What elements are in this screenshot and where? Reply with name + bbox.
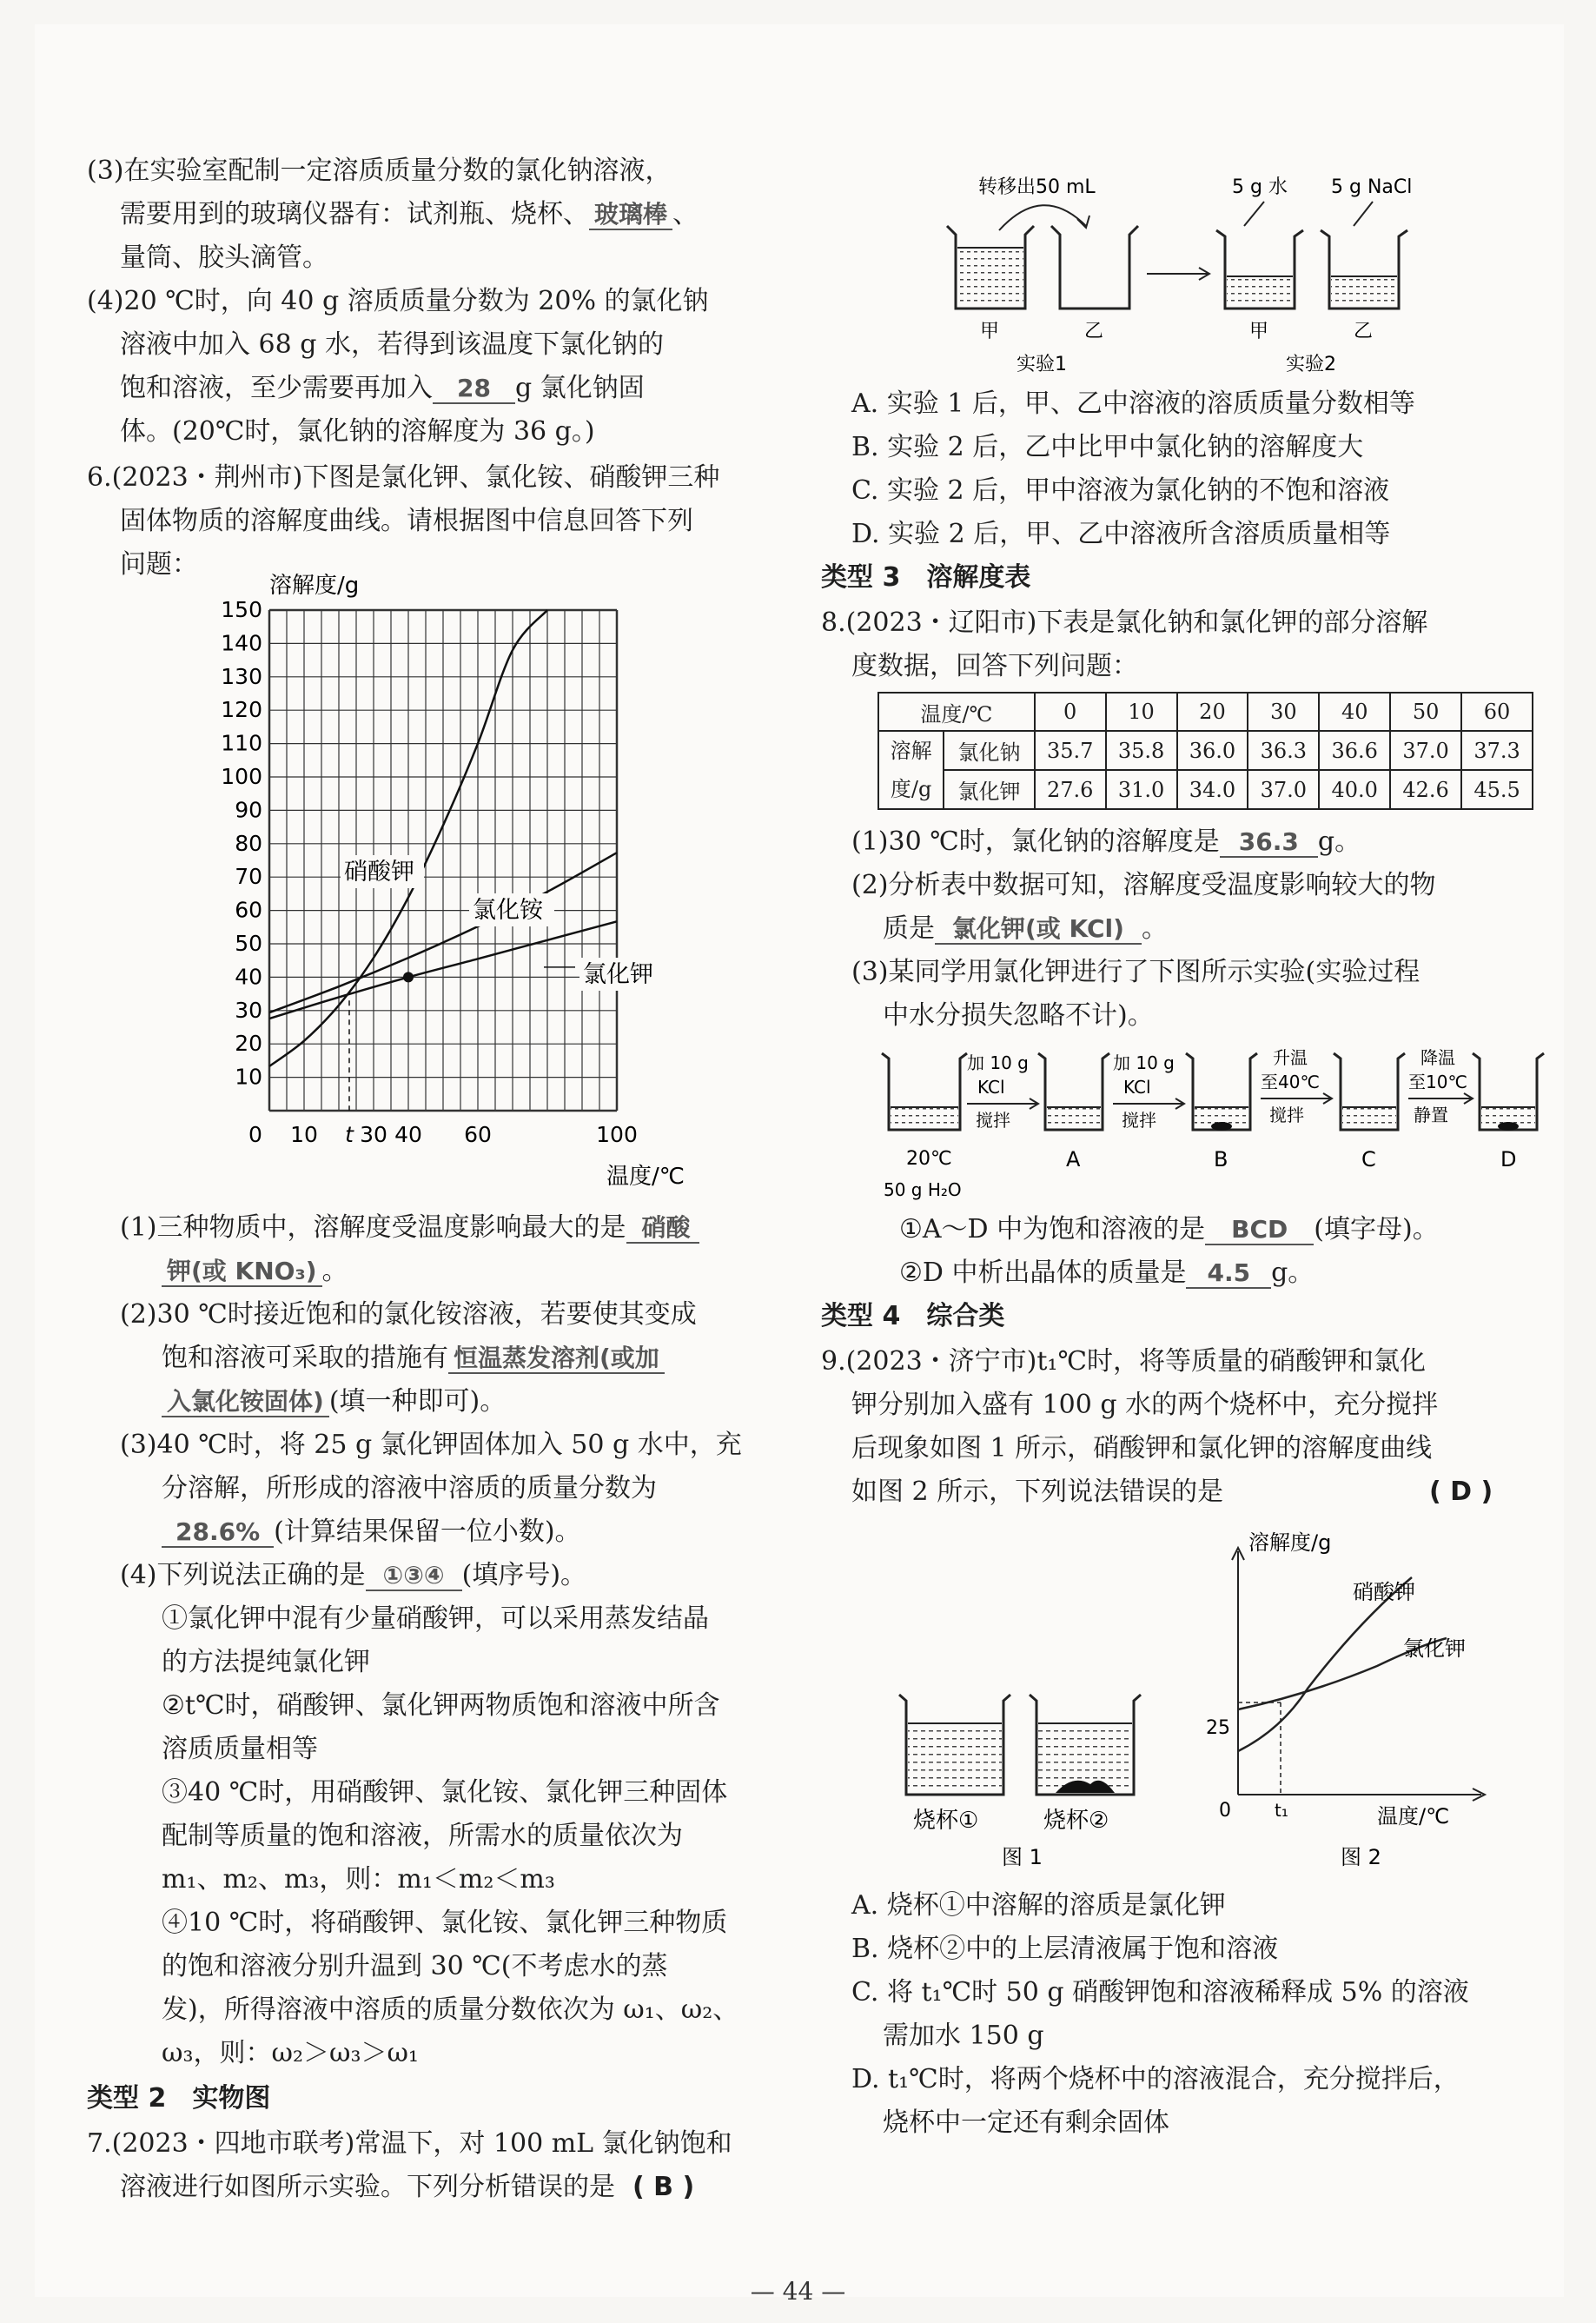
table-cell: 27.6 xyxy=(1035,770,1106,809)
y-tick-label: 20 xyxy=(235,1031,262,1057)
chart-xlabel: 温度/℃ xyxy=(606,1164,685,1190)
q6-p4-line1: (4)下列说法正确的是 ①③④ (填序号)。 xyxy=(120,1560,587,1590)
q6-option2-line1: ②t℃时，硝酸钾、氯化钾两物质饱和溶液中所含 xyxy=(162,1690,720,1721)
q8-p3-line1: (3)某同学用氯化钾进行了下图所示实验(实验过程 xyxy=(851,957,1421,987)
label-jia: 甲 xyxy=(980,321,1000,342)
fig2-origin: 0 xyxy=(1219,1800,1231,1822)
table-cell: 0 xyxy=(1035,693,1106,731)
table-row-label: 氯化钾 xyxy=(944,770,1034,809)
answer-blank: 36.3 xyxy=(1220,827,1318,858)
q6-option4-line2: 的饱和溶液分别升温到 30 ℃(不考虑水的蒸 xyxy=(162,1951,668,1981)
q9-option-b: B. 烧杯②中的上层清液属于饱和溶液 xyxy=(851,1934,1279,1964)
solubility-table xyxy=(877,692,1533,810)
table-cell: 50 xyxy=(1390,693,1461,731)
q6-p3-line1: (3)40 ℃时，将 25 g 氯化钾固体加入 50 g 水中，充 xyxy=(120,1430,742,1460)
y-tick-label: 70 xyxy=(235,864,262,890)
table-cell: 35.7 xyxy=(1035,731,1106,770)
transfer-arrow xyxy=(999,205,1086,230)
chart-y-ticks xyxy=(221,597,262,1090)
q7-option-c: C. 实验 2 后，甲中溶液为氯化钠的不饱和溶液 xyxy=(851,475,1390,506)
step3-label-a: 升温 xyxy=(1273,1047,1308,1068)
y-tick-label: 50 xyxy=(235,931,262,956)
q7-experiment-figure xyxy=(938,165,1425,382)
table-cell: 37.3 xyxy=(1461,731,1533,770)
q9-stem-line1: 9.(2023・济宁市)t₁℃时，将等质量的硝酸钾和氯化 xyxy=(821,1346,1427,1377)
solubility-chart xyxy=(217,574,738,1208)
q8-kcl-experiment-figure xyxy=(873,1043,1551,1208)
q6-p2-line2: 饱和溶液可采取的措施有 恒温蒸发溶剂(或加 xyxy=(162,1337,665,1380)
beaker-label-A: A xyxy=(1066,1147,1081,1171)
y-tick-label: 120 xyxy=(221,697,262,723)
step2-label-a: 加 10 g xyxy=(1113,1052,1175,1073)
answer-blank: 4.5 xyxy=(1186,1258,1271,1289)
fig2-xlabel: 温度/℃ xyxy=(1377,1804,1450,1829)
q8-p2-line2: 质是 氯化钾(或 KCl) 。 xyxy=(883,913,1168,944)
table-cell: 10 xyxy=(1106,693,1177,731)
fig-transfer-label: 转移出50 mL xyxy=(978,176,1096,198)
q7-option-b: B. 实验 2 后，乙中比甲中氯化钠的溶解度大 xyxy=(851,432,1364,462)
table-cell: 35.8 xyxy=(1106,731,1177,770)
x-tick-label: 10 xyxy=(290,1122,318,1147)
q6-option3-line2: 配制等质量的饱和溶液，所需水的质量依次为 xyxy=(162,1821,683,1851)
q6-stem-line1: 6.(2023・荆州市)下图是氯化钾、氯化铵、硝酸钾三种 xyxy=(87,462,720,493)
table-row-label: 氯化钠 xyxy=(944,731,1034,770)
table-cell: 37.0 xyxy=(1390,731,1461,770)
page-number: — 44 — xyxy=(750,2277,846,2306)
fig2-t1: t₁ xyxy=(1275,1800,1288,1821)
beaker-1 xyxy=(899,1695,1010,1795)
answer-blank: BCD xyxy=(1205,1215,1314,1245)
q6-p2-line3: 入氯化铵固体) (填一种即可)。 xyxy=(162,1380,506,1424)
beaker1-label: 烧杯① xyxy=(913,1808,979,1834)
table-cell: 31.0 xyxy=(1106,770,1177,809)
y-tick-label: 110 xyxy=(221,730,262,756)
table-row-nacl xyxy=(878,731,1533,770)
answer-blank: 28 xyxy=(433,374,515,404)
step3-label-b: 至40℃ xyxy=(1261,1072,1320,1092)
q7-option-a: A. 实验 1 后，甲、乙中溶液的溶质质量分数相等 xyxy=(851,388,1415,419)
series-label-nh4cl: 氯化铵 xyxy=(473,897,543,924)
beaker-start xyxy=(882,1053,967,1130)
section-heading-type2: 类型 2 实物图 xyxy=(87,2083,271,2114)
table-row-kcl xyxy=(878,770,1533,809)
table-cell: 20 xyxy=(1177,693,1248,731)
q7-stem-line1: 7.(2023・四地市联考)常温下，对 100 mL 氯化钠饱和 xyxy=(87,2128,732,2159)
step4-label-c: 静置 xyxy=(1414,1105,1448,1125)
label-exp2: 实验2 xyxy=(1286,354,1336,375)
beaker-yi-exp2 xyxy=(1321,230,1407,309)
pointer xyxy=(1354,202,1373,226)
table-cell: 30 xyxy=(1248,693,1319,731)
table-cell: 36.6 xyxy=(1319,731,1390,770)
answer-blank: 入氯化铵固体) xyxy=(162,1387,329,1417)
q6-stem-line3: 问题： xyxy=(120,549,198,580)
answer-blank: 硝酸 xyxy=(626,1213,699,1244)
pointer xyxy=(1244,202,1264,226)
beaker-label-B: B xyxy=(1214,1147,1228,1171)
step1-label-a: 加 10 g xyxy=(967,1052,1029,1073)
beaker-label-C: C xyxy=(1361,1147,1376,1171)
start-water-label: 50 g H₂O xyxy=(884,1179,962,1200)
beaker-jia-exp2 xyxy=(1216,230,1303,309)
fig-water-label: 5 g 水 xyxy=(1232,176,1288,198)
beaker-2 xyxy=(1030,1695,1141,1795)
beaker-B xyxy=(1186,1053,1257,1131)
series-label-kcl: 氯化钾 xyxy=(583,961,653,988)
x-tick-label: 0 xyxy=(248,1122,262,1147)
arrowhead xyxy=(1077,216,1089,228)
x-tick-label: t xyxy=(345,1122,354,1147)
q9-stem-line4: 如图 2 所示，下列说法错误的是 xyxy=(851,1477,1224,1507)
answer-blank: 氯化钾(或 KCl) xyxy=(935,914,1142,945)
table-cell: 37.0 xyxy=(1248,770,1319,809)
y-tick-label: 80 xyxy=(235,830,262,856)
q8-p2-line1: (2)分析表中数据可知，溶解度受温度影响较大的物 xyxy=(851,870,1436,900)
y-tick-label: 130 xyxy=(221,663,262,689)
answer-blank: ①③④ xyxy=(366,1561,462,1591)
q7-stem-line2: 溶液进行如图所示实验。下列分析错误的是 ( B ) xyxy=(120,2172,695,2202)
step4-label-b: 至10℃ xyxy=(1408,1072,1467,1092)
fig2-ylabel: 溶解度/g xyxy=(1248,1530,1332,1555)
label-jia: 甲 xyxy=(1249,321,1269,342)
q5-p4-line4: 体。(20℃时，氯化钠的溶解度为 36 g。) xyxy=(120,416,595,447)
table-cell: 36.0 xyxy=(1177,731,1248,770)
q9-option-d-line1: D. t₁℃时，将两个烧杯中的溶液混合，充分搅拌后， xyxy=(851,2064,1460,2094)
q9-option-c-line1: C. 将 t₁℃时 50 g 硝酸钾饱和溶液稀释成 5% 的溶液 xyxy=(851,1977,1469,2008)
y-tick-label: 90 xyxy=(235,797,262,823)
y-tick-label: 100 xyxy=(221,764,262,789)
q5-p3-line1: (3)在实验室配制一定溶质质量分数的氯化钠溶液， xyxy=(87,156,672,186)
x-tick-label: 60 xyxy=(464,1122,492,1147)
q9-figures xyxy=(873,1517,1507,1882)
q9-option-c-line2: 需加水 150 g xyxy=(883,2021,1044,2051)
table-cell: 42.6 xyxy=(1390,770,1461,809)
q6-option4-line4: ω₃，则：ω₂＞ω₃＞ω₁ xyxy=(162,2038,419,2068)
label-yi: 乙 xyxy=(1354,321,1374,342)
q6-p1-line1: (1)三种物质中，溶解度受温度影响最大的是 硝酸 xyxy=(120,1206,699,1250)
intersection-point xyxy=(403,972,414,982)
q6-option4-line1: ④10 ℃时，将硝酸钾、氯化铵、氯化钾三种物质 xyxy=(162,1908,728,1938)
q5-p4-line2: 溶液中加入 68 g 水，若得到该温度下氯化钠的 xyxy=(120,329,664,360)
q7-option-d: D. 实验 2 后，甲、乙中溶液所含溶质质量相等 xyxy=(851,519,1391,549)
step2-label-c: 搅拌 xyxy=(1122,1110,1156,1131)
label-exp1: 实验1 xyxy=(1017,354,1067,375)
fig2-label-kcl: 氯化钾 xyxy=(1403,1636,1466,1661)
section-heading-type3: 类型 3 溶解度表 xyxy=(821,562,1031,593)
beaker-A xyxy=(1038,1053,1109,1130)
q6-p1-line2: 钾(或 KNO₃) 。 xyxy=(162,1250,348,1293)
y-tick-label: 30 xyxy=(235,997,262,1023)
y-tick-label: 10 xyxy=(235,1064,262,1090)
q8-p1: (1)30 ℃时，氯化钠的溶解度是 36.3 g。 xyxy=(851,826,1361,857)
q6-option1-line2: 的方法提纯氯化钾 xyxy=(162,1647,370,1677)
label-yi: 乙 xyxy=(1084,321,1104,342)
chart-x-ticks xyxy=(248,1122,638,1147)
q6-option3-line3: m₁、m₂、m₃，则：m₁＜m₂＜m₃ xyxy=(162,1864,555,1895)
answer-blank: 玻璃棒 xyxy=(589,200,672,230)
q8-sub2: ②D 中析出晶体的质量是 4.5 g。 xyxy=(899,1258,1315,1288)
q6-stem-line2: 固体物质的溶解度曲线。请根据图中信息回答下列 xyxy=(120,506,693,536)
fig1-caption: 图 1 xyxy=(1002,1845,1043,1869)
beaker-yi-exp1 xyxy=(1051,226,1138,309)
table-cell: 36.3 xyxy=(1248,731,1319,770)
chart-ylabel: 溶解度/g xyxy=(269,574,360,599)
q9-option-a: A. 烧杯①中溶解的溶质是氯化钾 xyxy=(851,1890,1226,1921)
q5-p3-line3: 量筒、胶头滴管。 xyxy=(120,242,328,273)
chart-grid xyxy=(269,610,617,1111)
fig-nacl-label: 5 g NaCl xyxy=(1331,176,1413,198)
table-cell: 40.0 xyxy=(1319,770,1390,809)
beaker-C xyxy=(1334,1053,1405,1130)
y-tick-label: 40 xyxy=(235,964,262,990)
q6-p3-line3: 28.6% (计算结果保留一位小数)。 xyxy=(162,1510,581,1554)
q8-stem-line2: 度数据，回答下列问题： xyxy=(851,651,1138,681)
step1-label-b: KCl xyxy=(977,1077,1005,1098)
answer-choice: ( B ) xyxy=(632,2172,695,2202)
table-row-group-label: 溶解 度/g xyxy=(878,731,944,809)
answer-blank: 钾(或 KNO₃) xyxy=(162,1257,322,1287)
table-cell: 45.5 xyxy=(1461,770,1533,809)
q6-option2-line2: 溶质质量相等 xyxy=(162,1734,318,1764)
q8-p3-line2: 中水分损失忽略不计)。 xyxy=(883,1000,1154,1031)
table-cell: 40 xyxy=(1319,693,1390,731)
x-tick-label: 40 xyxy=(394,1122,422,1147)
q6-p3-line2: 分溶解，所形成的溶液中溶质的质量分数为 xyxy=(162,1473,657,1503)
x-tick-label: 30 xyxy=(360,1122,387,1147)
q6-option4-line3: 发)，所得溶液中溶质的质量分数依次为 ω₁、ω₂、 xyxy=(162,1994,739,2025)
y-tick-label: 150 xyxy=(221,597,262,622)
beaker-D xyxy=(1473,1053,1544,1131)
step2-label-b: KCl xyxy=(1123,1077,1151,1098)
answer-blank: 恒温蒸发溶剂(或加 xyxy=(448,1344,665,1374)
table-header-label: 温度/℃ xyxy=(878,693,1035,731)
beaker-jia-exp1 xyxy=(947,226,1034,309)
y-tick-label: 60 xyxy=(235,897,262,923)
fig2-label-kno3: 硝酸钾 xyxy=(1353,1580,1415,1604)
q6-option1-line1: ①氯化钾中混有少量硝酸钾，可以采用蒸发结晶 xyxy=(162,1603,709,1634)
q5-p4-line1: (4)20 ℃时，向 40 g 溶质质量分数为 20% 的氯化钠 xyxy=(87,286,709,316)
table-cell: 34.0 xyxy=(1177,770,1248,809)
section-heading-type4: 类型 4 综合类 xyxy=(821,1301,1005,1331)
q6-p2-line1: (2)30 ℃时接近饱和的氯化铵溶液，若要使其变成 xyxy=(120,1299,697,1330)
q8-sub1: ①A～D 中为饱和溶液的是 BCD (填字母)。 xyxy=(899,1214,1439,1244)
q6-option3-line1: ③40 ℃时，用硝酸钾、氯化铵、氯化钾三种固体 xyxy=(162,1777,728,1808)
q5-p3-line2: 需要用到的玻璃仪器有：试剂瓶、烧杯、 玻璃棒 、 xyxy=(120,199,699,229)
q9-stem-line3: 后现象如图 1 所示，硝酸钾和氯化钾的溶解度曲线 xyxy=(851,1433,1433,1463)
fig2-caption: 图 2 xyxy=(1341,1845,1381,1869)
answer-blank: 28.6% xyxy=(162,1517,274,1548)
step4-label-a: 降温 xyxy=(1421,1047,1455,1068)
series-label-kno3: 硝酸钾 xyxy=(344,859,414,886)
start-temp-label: 20℃ xyxy=(906,1148,952,1170)
q5-p4-line3: 饱和溶液，至少需要再加入 28 g 氯化钠固 xyxy=(120,373,645,403)
beaker-label-D: D xyxy=(1500,1147,1517,1171)
fig2-y25: 25 xyxy=(1206,1717,1230,1739)
q9-option-d-line2: 烧杯中一定还有剩余固体 xyxy=(883,2107,1169,2138)
step1-label-c: 搅拌 xyxy=(976,1110,1010,1131)
q9-stem-line2: 钾分别加入盛有 100 g 水的两个烧杯中，充分搅拌 xyxy=(851,1390,1439,1420)
beaker2-label: 烧杯② xyxy=(1043,1808,1109,1834)
table-cell: 60 xyxy=(1461,693,1533,731)
answer-choice: ( D ) xyxy=(1429,1477,1493,1507)
x-tick-label: 100 xyxy=(596,1122,638,1147)
step3-label-c: 搅拌 xyxy=(1269,1105,1304,1125)
y-tick-label: 140 xyxy=(221,630,262,656)
q8-stem-line1: 8.(2023・辽阳市)下表是氯化钠和氯化钾的部分溶解 xyxy=(821,607,1428,638)
table-header-row xyxy=(878,693,1533,731)
